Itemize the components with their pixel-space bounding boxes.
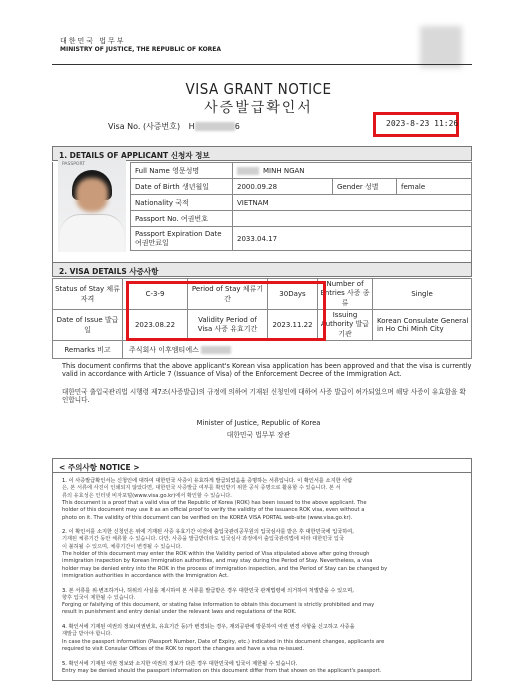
document-title-ko: 사증발급확인서 [204,100,313,116]
remarks-value-cell [123,341,472,359]
dob-value: 2000.09.28 [233,179,333,195]
section2-header: 2. VISA DETAILS 사증사항 [52,262,472,277]
passport-expiry-value: 2033.04.17 [233,227,472,251]
visa-number-prefix: H [188,122,195,131]
notice-line: The holder of this document may enter the ROK within the Validity period of Visa stipulated above after going through [62,551,370,557]
visa-number-value [189,122,240,131]
notice-line: This document is a proof that a valid visa of the Republic of Korea (ROK) has been issued to the above applicant. The [62,499,367,506]
notice-line: photo on it. The validity of this document can be verified on the KOREA VISA PORTAL web-site (www.visa.go.kr). [62,514,353,521]
notice-line: In case the passport information (Passport Number, Date of Expiry, etc.) indicated in this document changes, applicants are [62,638,385,645]
notice-line: result in punishment and entry denial under the relevant laws and regulations of the ROK. [62,609,297,616]
signer-ko: 대한민국 법무부 장관 [226,431,291,439]
confirmation-en: This document confirms that the above applicant's Korean visa application has been approved and that the visa is currently valid in accordance with Article 7 (Issuance of Visa) of the Enforcement Decree of the Immigration Act. [62,362,472,379]
notice-line: holder may be denied entry into the ROK in the process of immigration inspection, and the Period of Stay can be changed by [62,565,388,572]
agency-korean: 대한민국 법무부 [60,37,126,45]
table-row [131,227,472,251]
table-row [131,195,472,211]
table-row [131,163,472,179]
issued-datetime: 2023-8-23 11:26 [386,119,459,128]
redacted-surname [237,167,259,175]
entries-label: Number of Entries 사증 종류 [318,279,373,310]
visa-number-label: Visa No. (사증번호) [108,122,181,131]
notice-line: Forging or falsifying of this document, or stating false information to obtain this document is strictly prohibited and may [62,602,375,609]
period-label: Period of Stay 체류기간 [188,279,268,310]
document-title-en: VISA GRANT NOTICE [185,80,332,98]
notice-line: required to visit Consular Offices of the ROK to report the changes and have a visa re-issued. [62,645,305,652]
visa-details-highlight [126,281,326,341]
notice-line: 1. 이 사증발급확인서는 신청인에 대하여 대한민국 사증이 유효하게 발급되었음을 증명하는 서류입니다. 이 확인서를 소지한 사람 [62,478,353,484]
table-row [131,179,472,195]
gender-value: female [397,179,472,195]
redacted-seal [420,26,462,68]
issue-date-value: 2023.08.22 [123,310,188,341]
photo-shirt [60,214,124,252]
notice-line: holder of this document may use it as an official proof to verify the validity of the issuance ROK visa, even without a [62,507,365,514]
photo-label: PASSPORT [62,162,86,167]
authority-label: Issuing Authority 발급 기관 [318,310,373,341]
confirmation-ko: 대한민국 출입국관리법 시행령 제7조(사증발급)의 규정에 의하여 기재된 신청인에 대하여 사증 발급이 허가되었으며 해당 사증이 유효함을 확인합니다. [62,388,466,405]
notice-line: 은, 본 서류에 사진이 인쇄되지 않았다면, 대한민국 사증발급 여부를 확인받기 위한 공식 증명으로 활용할 수 있습니다. 본 서 [62,485,341,492]
notice-header: < 주의사항 NOTICE > [52,458,472,473]
notice-line: 재발급 받아야 합니다. [62,631,113,638]
applicant-photo [58,160,126,252]
notice-line: 5. 확인서에 기재된 여권 정보와 소지한 여권의 정보가 다른 경우 대한민국에 입국이 제한될 수 있습니다. [62,660,298,667]
notice-line: immigration inspection by Korean Immigration authorities, and may stay during the Period of Stay. Nevertheless, a visa [62,558,373,565]
nationality-value: VIETNAM [233,195,472,211]
entries-value: Single [373,279,472,310]
period-value: 30Days [268,279,318,310]
notice-line: 향후 입국이 제한될 수 있습니다. [62,594,136,601]
notice-line: 4. 확인서에 기재된 여권의 정보(여권번호, 유효기간 등)가 변경되는 경우, 재외공관에 방문하여 여권 변경 사항을 신고하고 사증을 [62,624,355,630]
applicant-table [130,162,472,251]
notice-line: 기재된 체류기간 동안 체류할 수 있습니다. 다만, 사증을 발급받더라도 입국심사 과정에서 출입국관리법에 따라 대한민국 입국 [62,536,344,543]
status-value: C-3-9 [123,279,188,310]
notice-line: 류의 유효성은 인터넷 비자포털(www.visa.go.kr)에서 확인할 수 있습니다. [62,492,232,499]
status-label: Status of Stay 체류자격 [53,279,123,310]
agency-english: MINISTRY OF JUSTICE, THE REPUBLIC OF KOREA [60,46,222,53]
passport-number-label: Passport No. 여권번호 [131,211,233,227]
notice-line: 이 불허될 수 있으며, 체류기간이 변경될 수 있습니다. [62,543,183,550]
full-name-value: MINH NGAN [263,166,305,175]
dob-label: Date of Birth 생년월일 [131,179,233,195]
passport-expiry-label: Passport Expiration Date 여권만료일 [131,227,233,251]
notice-line: 2. 이 확인서를 소지한 신청인은 위에 기재된 사증 유효기간 이전에 출입국관리공무원의 입국심사를 받은 후 대한민국에 입국하여, [62,529,354,536]
section1-header: 1. DETAILS OF APPLICANT 신청자 정보 [52,146,472,161]
validity-value: 2023.11.22 [268,310,318,341]
table-row [53,341,472,359]
visa-number-row [108,121,240,132]
remarks-value: 주식회사 이후엠티에스 [129,345,199,354]
notice-line: immigration authorities in accordance with the Immigration Act. [62,572,229,579]
signer-en: Minister of Justice, Republic of Korea [196,419,321,427]
full-name-value-cell [233,163,472,179]
notice-line: Entry may be denied should the passport information on this document differ from that shown on the applicant's passport. [62,667,382,674]
nationality-label: Nationality 국적 [131,195,233,211]
remarks-label: Remarks 비고 [53,341,123,359]
passport-number-value [233,211,472,227]
gender-label: Gender 성별 [333,179,397,195]
validity-label: Validity Period of Visa 사증 유효기간 [188,310,268,341]
visa-number-suffix: 6 [234,122,240,131]
full-name-label: Full Name 영문성명 [131,163,233,179]
issue-date-label: Date of Issue 발급일 [53,310,123,341]
photo-face-blurred [76,178,108,212]
header-divider [52,64,472,65]
table-row [131,211,472,227]
authority-value: Korean Consulate General in Ho Chi Minh City [373,310,472,341]
notice-line: 3. 본 서류를 위·변조하거나, 허위의 사실을 제시하여 본 서류를 발급받은 경우 대한민국 관계법령에 의거하여 처벌받을 수 있으며, [62,587,354,594]
redacted-company [201,346,231,354]
redacted-visa-number [195,122,235,131]
